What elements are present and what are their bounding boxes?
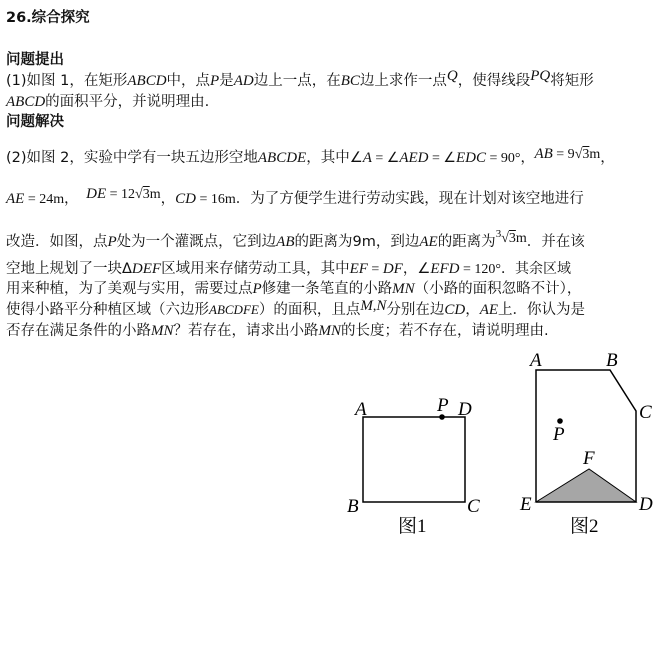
text: (2)如图 2，实验中学有一块五边形空地 — [6, 150, 258, 166]
label-e: E — [520, 494, 532, 515]
sqrt-sign: √ — [501, 231, 509, 246]
math-seg-mn: MN — [318, 323, 341, 339]
text: ， — [600, 150, 615, 166]
text: 的距离为 — [437, 234, 496, 250]
math-point-p: P — [252, 281, 262, 297]
math-seg-cd: CD — [444, 302, 466, 318]
text: ，∠ — [402, 261, 431, 277]
label-d: D — [639, 494, 653, 515]
text: 是 — [219, 73, 234, 89]
text: = 24m， — [24, 192, 79, 207]
text: （小路的面积忽略不计）， — [414, 281, 582, 297]
math-seg-mn: MN — [392, 281, 415, 297]
text: = 90°， — [485, 151, 535, 166]
math-point-m: M — [360, 298, 373, 314]
label-c: C — [467, 496, 480, 517]
text: 使得小路平分种植区域（六边形 — [6, 302, 209, 318]
math-seg-ae: AE — [479, 302, 499, 318]
math-rect-name: ABCD — [6, 94, 46, 110]
section-heading-setup: 问题提出 — [6, 52, 64, 68]
text: 处为一个灌溉点，它到边 — [116, 234, 277, 250]
label-b: B — [606, 350, 618, 371]
section-heading-solve: 问题解决 — [6, 114, 64, 130]
label-d: D — [458, 399, 472, 420]
text: = ∠ — [428, 151, 456, 166]
label-f: F — [583, 448, 595, 469]
text: 分别在边 — [386, 302, 445, 318]
text: 的面积平分，并说明理由. — [45, 94, 210, 110]
coefficient: 3 — [495, 228, 502, 240]
math-point-n: N — [376, 298, 387, 314]
text: ，其中∠ — [306, 150, 363, 166]
text: 的长度；若不存在，请说明理由. — [341, 323, 549, 339]
math-angle-a: A — [362, 150, 372, 166]
text: = ∠ — [371, 151, 400, 166]
problem-number-title: 26.综合探究 — [6, 10, 90, 26]
text: = 12 — [106, 187, 136, 202]
math-seg-cd: CD — [175, 191, 196, 207]
unit: m — [149, 187, 161, 202]
radicand: 3 — [508, 231, 516, 246]
math-hexagon-name: ABCDFE — [209, 302, 259, 317]
math-seg-pq: PQ — [530, 68, 551, 84]
math-seg-ef: EF — [349, 261, 368, 277]
math-angle-aed: AED — [399, 150, 429, 166]
text: 修建一条笔直的小路 — [261, 281, 393, 297]
text: 将矩形 — [550, 73, 594, 89]
figure-1-caption: 图1 — [398, 516, 427, 537]
math-seg-df: DF — [382, 261, 403, 277]
math-point-p: P — [107, 234, 117, 250]
text: ）的面积，且点 — [258, 302, 361, 318]
figure-1 — [347, 395, 480, 537]
math-seg-ad: AD — [233, 73, 254, 89]
math-seg-ae: AE — [419, 234, 438, 250]
text: 空地上规划了一块Δ — [6, 261, 132, 277]
text: = 9 — [552, 147, 575, 162]
math-triangle-def: DEF — [131, 261, 162, 277]
unit: m — [515, 231, 527, 246]
text: 用来种植，为了美观与实用，需要过点 — [6, 281, 253, 297]
text: 上．你认为是 — [498, 302, 586, 318]
text: 否存在满足条件的小路 — [6, 323, 151, 339]
sqrt-sign: √ — [574, 147, 583, 162]
radicand: 3 — [582, 147, 590, 162]
text: , — [372, 299, 377, 314]
math-seg-mn: MN — [151, 323, 174, 339]
radicand: 3 — [142, 187, 150, 202]
figure-2-caption: 图2 — [570, 516, 599, 537]
text: = 16m — [195, 192, 236, 207]
math-angle-edc: EDC — [455, 150, 486, 166]
text: ．并在该 — [526, 234, 585, 250]
math-point-q: Q — [446, 68, 458, 84]
text: = — [367, 262, 383, 277]
label-c: C — [639, 402, 652, 423]
point-p-dot — [557, 418, 563, 424]
text: 边上求作一点 — [359, 73, 447, 89]
triangle-def — [536, 469, 636, 502]
text: (1)如图 1，在矩形 — [6, 73, 128, 89]
sqrt-sign: √ — [135, 187, 143, 202]
math-seg-ab: AB — [534, 146, 553, 162]
text: 边上一点，在 — [253, 73, 341, 89]
unit: m — [589, 147, 601, 162]
text: 改造．如图，点 — [6, 234, 108, 250]
math-seg-bc: BC — [340, 73, 360, 89]
figure-2 — [519, 350, 653, 537]
text: 中，点 — [166, 73, 211, 89]
math-angle-efd: EFD — [430, 261, 460, 277]
label-p: P — [553, 424, 565, 445]
text: ，使得线段 — [457, 73, 531, 89]
label-a: A — [355, 399, 367, 420]
math-seg-ab: AB — [276, 234, 295, 250]
text: = 120°．其余区域 — [459, 262, 571, 277]
label-b: B — [347, 496, 359, 517]
math-seg-ae: AE — [6, 191, 25, 207]
math-pentagon-name: ABCDE — [257, 150, 307, 166]
text: 区域用来存储劳动工具，其中 — [161, 261, 350, 277]
label-a: A — [530, 350, 542, 371]
text: ， — [465, 302, 480, 318]
text: 的距离为9m，到边 — [294, 234, 420, 250]
text: ？若存在，请求出小路 — [173, 323, 319, 339]
math-rect-name: ABCD — [127, 73, 167, 89]
math-seg-de: DE — [86, 186, 107, 202]
label-p: P — [437, 395, 449, 416]
text: ．为了方便学生进行劳动实践，现在计划对该空地进行 — [235, 191, 584, 207]
rectangle-abcd — [363, 417, 465, 502]
text: ， — [160, 191, 176, 207]
math-point-p: P — [210, 73, 220, 89]
